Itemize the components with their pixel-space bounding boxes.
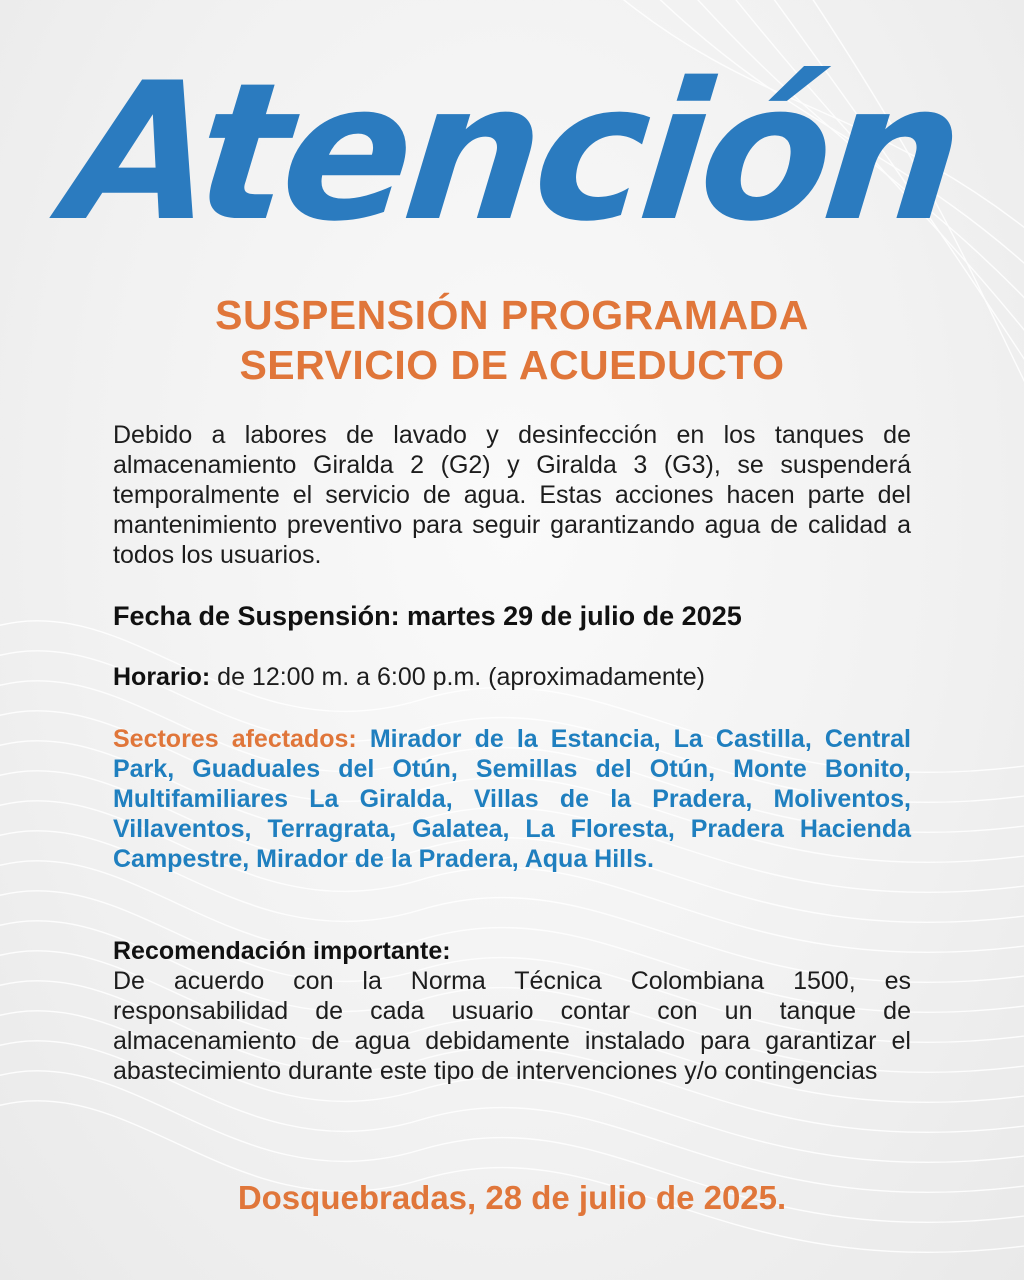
recommendation-title: Recomendación importante: bbox=[113, 937, 451, 965]
headline-atencion: Atención bbox=[56, 42, 968, 263]
title-line-2: SERVICIO DE ACUEDUCTO bbox=[239, 342, 785, 388]
announcement-title bbox=[0, 290, 1024, 390]
schedule bbox=[113, 662, 911, 692]
recommendation-text: De acuerdo con la Norma Técnica Colombiana 1500, es responsabilidad de cada usuario contar con un tanque de almacenamiento de agua debidamente instalado para garantizar el abastecimiento durante este tipo de intervenciones y/o contingencias bbox=[113, 967, 911, 1085]
affected-sectors bbox=[113, 724, 911, 874]
intro-paragraph: Debido a labores de lavado y desinfección en los tanques de almacenamiento Giralda 2 (G2) y Giralda 3 (G3), se suspenderá temporalmente el servicio de agua. Estas acciones hacen parte del mantenimiento preventivo para seguir garantizando agua de calidad a todos los usuarios. bbox=[113, 421, 911, 569]
schedule-label: Horario: bbox=[113, 663, 211, 691]
title-line-1: SUSPENSIÓN PROGRAMADA bbox=[215, 292, 809, 338]
schedule-value: de 12:00 m. a 6:00 p.m. (aproximadamente) bbox=[210, 663, 705, 691]
affected-sectors-list: Mirador de la Estancia, La Castilla, Central Park, Guaduales del Otún, Semillas del Otún, Monte Bonito, Multifamiliares La Giralda, Villas de la Pradera, Moliventos, Villaventos, Terragrata, Galatea, La Floresta, Pradera Hacienda Campestre, Mirador de la Pradera, Aqua Hills. bbox=[113, 725, 911, 873]
place-and-date: Dosquebradas, 28 de julio de 2025. bbox=[237, 1179, 787, 1216]
affected-sectors-label: Sectores afectados: bbox=[113, 725, 357, 753]
suspension-date: Fecha de Suspensión: martes 29 de julio de 2025 bbox=[113, 601, 742, 631]
